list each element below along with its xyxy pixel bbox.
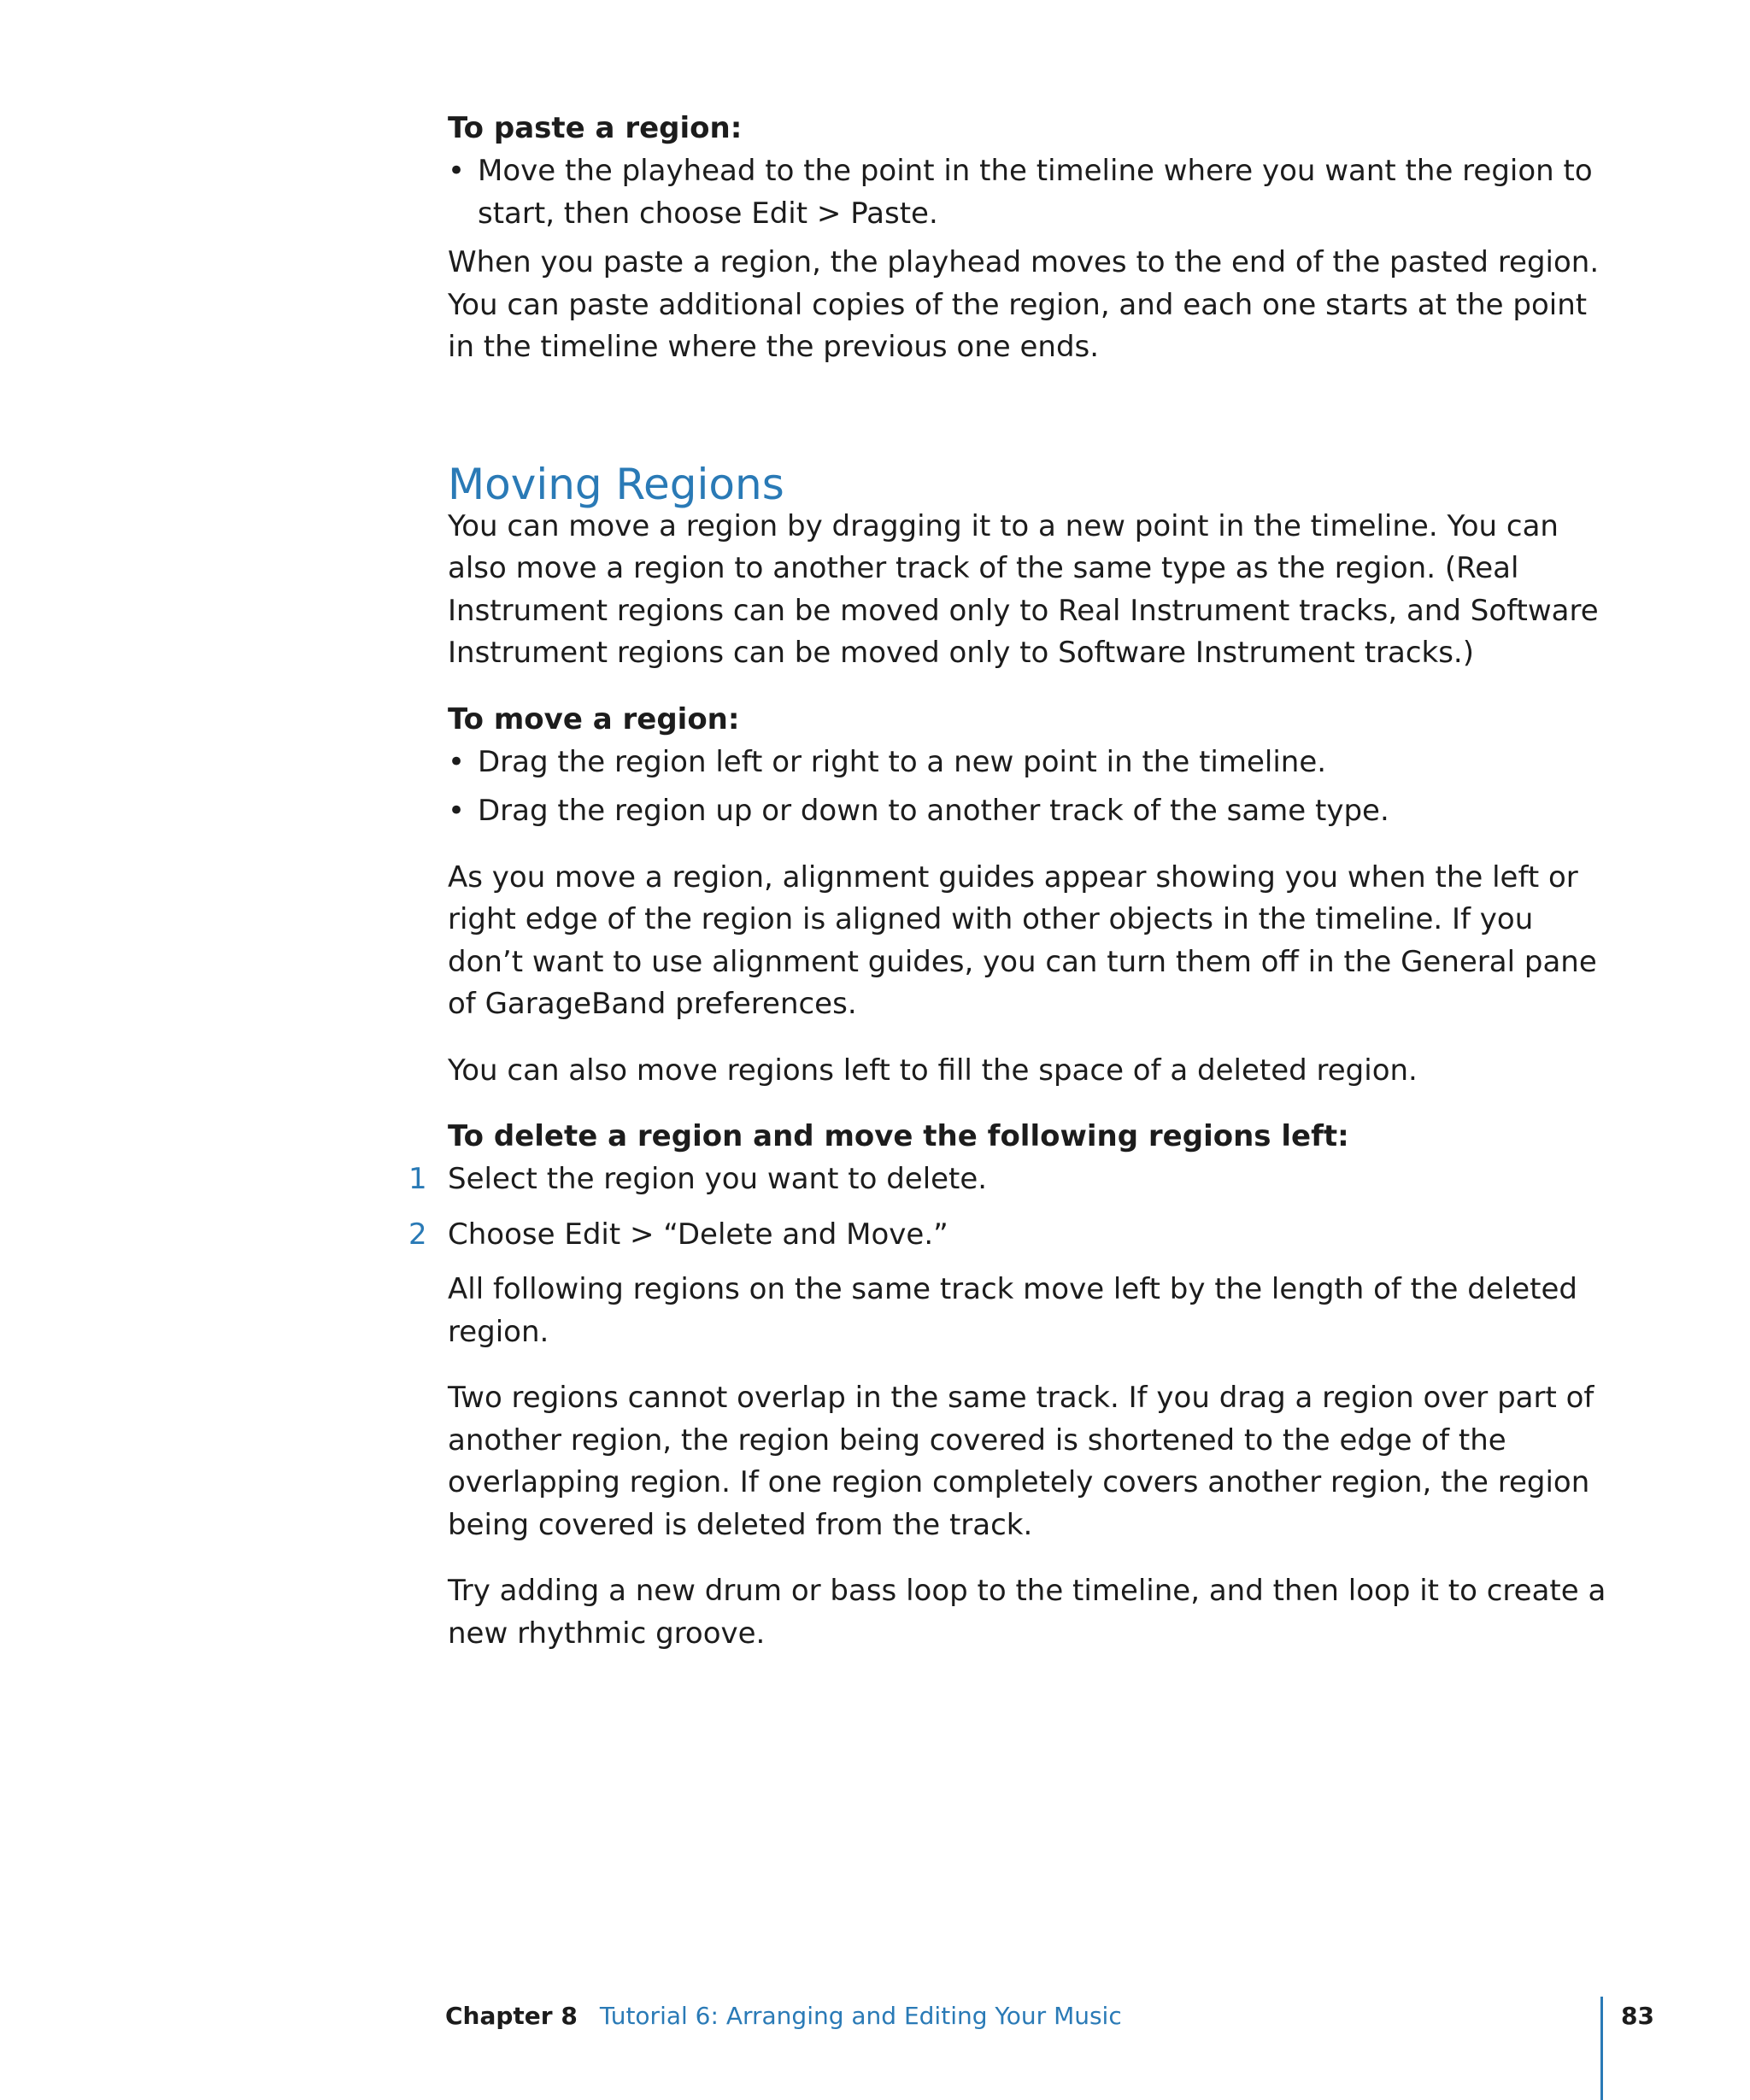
tip-paragraph: Try adding a new drum or bass loop to the timeline, and then loop it to create a new rhythmic groove. xyxy=(448,1574,1606,1651)
paste-bullet-list xyxy=(448,150,1610,235)
step-item xyxy=(408,1159,1610,1201)
paste-bullet-text: Move the playhead to the point in the timeline where you want the region to start, then choose Edit > Paste. xyxy=(478,154,1593,231)
move-bullet-text: Drag the region up or down to another track of the same type. xyxy=(478,794,1389,828)
move-bullet-item xyxy=(448,742,1610,784)
step-item xyxy=(408,1214,1610,1257)
move-procedure-heading: To move a region: xyxy=(448,701,740,736)
footer-chapter-label: Chapter 8 xyxy=(445,2002,578,2030)
footer-chapter-title: Tutorial 6: Arranging and Editing Your Music xyxy=(599,2002,1122,2030)
page-content xyxy=(408,108,1610,1655)
step-text: Select the region you want to delete. xyxy=(448,1162,988,1196)
paste-paragraph: When you paste a region, the playhead moves to the end of the pasted region. You can paste additional copies of the region, and each one starts at the point in the timeline where the previous one ends. xyxy=(448,245,1600,364)
alignment-guides-paragraph: As you move a region, alignment guides appear showing you when the left or right edge of the region is aligned with other objects in the timeline. If you don’t want to use alignment guides, you can turn them off in the General pane of GarageBand preferences. xyxy=(448,859,1597,1021)
bullet-icon: • xyxy=(448,154,466,188)
footer-divider xyxy=(1600,1997,1603,2100)
step-number: 1 xyxy=(408,1162,427,1196)
step-text: Choose Edit > “Delete and Move.” xyxy=(448,1217,948,1252)
delete-procedure-heading: To delete a region and move the following regions left: xyxy=(448,1119,1349,1153)
step-number: 2 xyxy=(408,1217,427,1252)
paste-procedure-heading: To paste a region: xyxy=(448,111,743,145)
page-number: 83 xyxy=(1621,2002,1654,2030)
overlap-paragraph: Two regions cannot overlap in the same track. If you drag a region over part of another region, the region being covered is shortened to the edge of the overlapping region. If one region completely covers another region, the region being covered is deleted from the track. xyxy=(448,1381,1594,1542)
paste-bullet-item xyxy=(448,150,1610,235)
bullet-icon: • xyxy=(448,794,466,828)
move-bullet-text: Drag the region left or right to a new point in the timeline. xyxy=(478,744,1327,779)
after-steps-paragraph: All following regions on the same track move left by the length of the deleted region. xyxy=(448,1272,1577,1349)
moving-intro-paragraph: You can move a region by dragging it to a new point in the timeline. You can also move a region to another track of the same type as the region. (Real Instrument regions can be moved only to Real Instrument tracks, and Software Instrument regions can be moved only to Software Instrument tracks.) xyxy=(448,508,1599,670)
delete-step-list xyxy=(408,1159,1610,1256)
fill-space-paragraph: You can also move regions left to fill the space of a deleted region. xyxy=(448,1053,1418,1088)
section-title-moving-regions: Moving Regions xyxy=(448,459,784,509)
page-footer xyxy=(445,2001,1122,2032)
move-bullet-item xyxy=(448,790,1610,833)
move-bullet-list xyxy=(448,742,1610,833)
bullet-icon: • xyxy=(448,744,466,779)
